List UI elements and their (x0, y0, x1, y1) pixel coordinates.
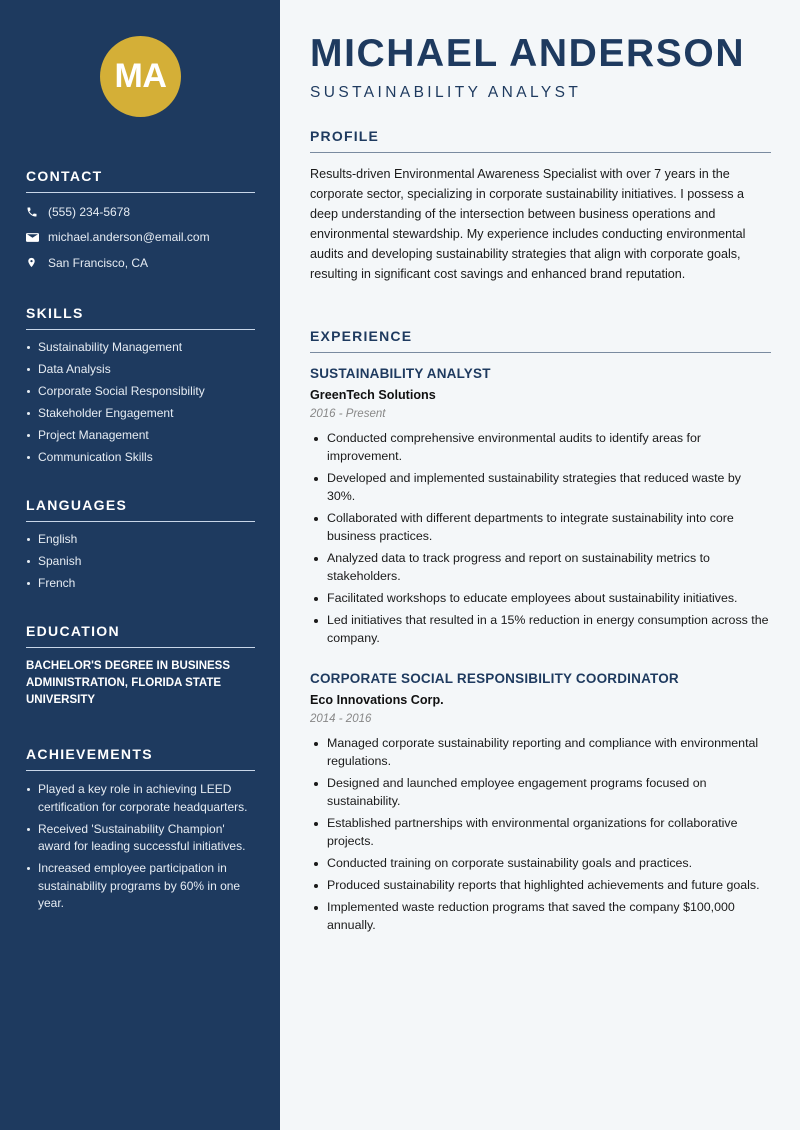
education-degree: BACHELOR'S DEGREE IN BUSINESS ADMINISTRATION, FLORIDA STATE UNIVERSITY (26, 660, 231, 706)
job-bullet: Developed and implemented sustainability strategies that reduced waste by 30%. (310, 469, 771, 505)
job-bullets (310, 429, 771, 647)
job-entry (310, 671, 771, 938)
job-dates: 2016 - Present (310, 408, 386, 420)
phone-text: (555) 234-5678 (48, 204, 131, 219)
job-title: CORPORATE SOCIAL RESPONSIBILITY COORDINATOR (310, 671, 679, 686)
email-icon (26, 232, 48, 243)
achievements-heading: ACHIEVEMENTS (26, 746, 255, 771)
skills-list (26, 339, 255, 467)
contact-heading: CONTACT (26, 168, 255, 193)
education-section (26, 623, 255, 709)
achievements-list (26, 781, 255, 913)
skills-heading: SKILLS (26, 305, 255, 330)
phone-icon (26, 206, 48, 218)
job-bullet: Conducted comprehensive environmental audits to identify areas for improvement. (310, 429, 771, 465)
education-heading: EDUCATION (26, 623, 255, 648)
skill-item: Communication Skills (26, 449, 255, 467)
job-dates: 2014 - 2016 (310, 713, 372, 725)
profile-heading: PROFILE (310, 128, 771, 153)
job-company: GreenTech Solutions (310, 388, 436, 402)
skill-item: Project Management (26, 427, 255, 445)
job-bullet: Designed and launched employee engagement programs focused on sustainability. (310, 774, 771, 810)
profile-text: Results-driven Environmental Awareness Specialist with over 7 years in the corporate sector, specializing in corporate sustainability initiatives. I possess a deep understanding of the intersection between business operations and environmental stewardship. My experience includes conducting environmental audits and developing sustainability strategies that align with corporate goals, resulting in significant cost savings and enhanced brand reputation. (310, 167, 746, 281)
contact-location (26, 250, 255, 276)
skills-section (26, 305, 255, 472)
job-bullet: Produced sustainability reports that highlighted achievements and future goals. (310, 876, 771, 894)
sidebar (0, 0, 280, 1130)
job-bullet: Implemented waste reduction programs that saved the company $100,000 annually. (310, 898, 771, 934)
job-title: SUSTAINABILITY ANALYST (310, 366, 491, 381)
job-bullets (310, 734, 771, 934)
languages-list (26, 531, 255, 593)
skill-item: Data Analysis (26, 361, 255, 379)
skill-item: Sustainability Management (26, 339, 255, 357)
avatar-initials: MA (114, 57, 167, 95)
achievement-item: Received 'Sustainability Champion' award for leading successful initiatives. (26, 821, 255, 856)
location-pin-icon (26, 256, 48, 269)
job-entry (310, 366, 771, 651)
skill-item: Corporate Social Responsibility (26, 383, 255, 401)
achievements-section (26, 746, 255, 917)
skill-item: Stakeholder Engagement (26, 405, 255, 423)
job-bullet: Analyzed data to track progress and report on sustainability metrics to stakeholders. (310, 549, 771, 585)
languages-heading: LANGUAGES (26, 497, 255, 522)
achievement-item: Increased employee participation in sustainability programs by 60% in one year. (26, 860, 255, 913)
job-bullet: Established partnerships with environmental organizations for collaborative projects. (310, 814, 771, 850)
experience-heading: EXPERIENCE (310, 328, 771, 353)
language-item: English (26, 531, 255, 549)
job-bullet: Managed corporate sustainability reporting and compliance with environmental regulations. (310, 734, 771, 770)
job-company: Eco Innovations Corp. (310, 693, 444, 707)
location-text: San Francisco, CA (48, 255, 149, 270)
job-bullet: Led initiatives that resulted in a 15% reduction in energy consumption across the company. (310, 611, 771, 647)
contact-email (26, 225, 255, 251)
languages-section (26, 497, 255, 597)
job-bullet: Facilitated workshops to educate employees about sustainability initiatives. (310, 589, 771, 607)
job-bullet: Collaborated with different departments to integrate sustainability into core business practices. (310, 509, 771, 545)
achievement-item: Played a key role in achieving LEED certification for corporate headquarters. (26, 781, 255, 816)
candidate-name: MICHAEL ANDERSON (310, 32, 746, 75)
language-item: French (26, 575, 255, 593)
contact-section (26, 168, 255, 276)
avatar (100, 36, 181, 117)
candidate-title: SUSTAINABILITY ANALYST (310, 84, 582, 101)
language-item: Spanish (26, 553, 255, 571)
email-text: michael.anderson@email.com (48, 230, 210, 245)
job-bullet: Conducted training on corporate sustainability goals and practices. (310, 854, 771, 872)
contact-phone (26, 199, 255, 225)
